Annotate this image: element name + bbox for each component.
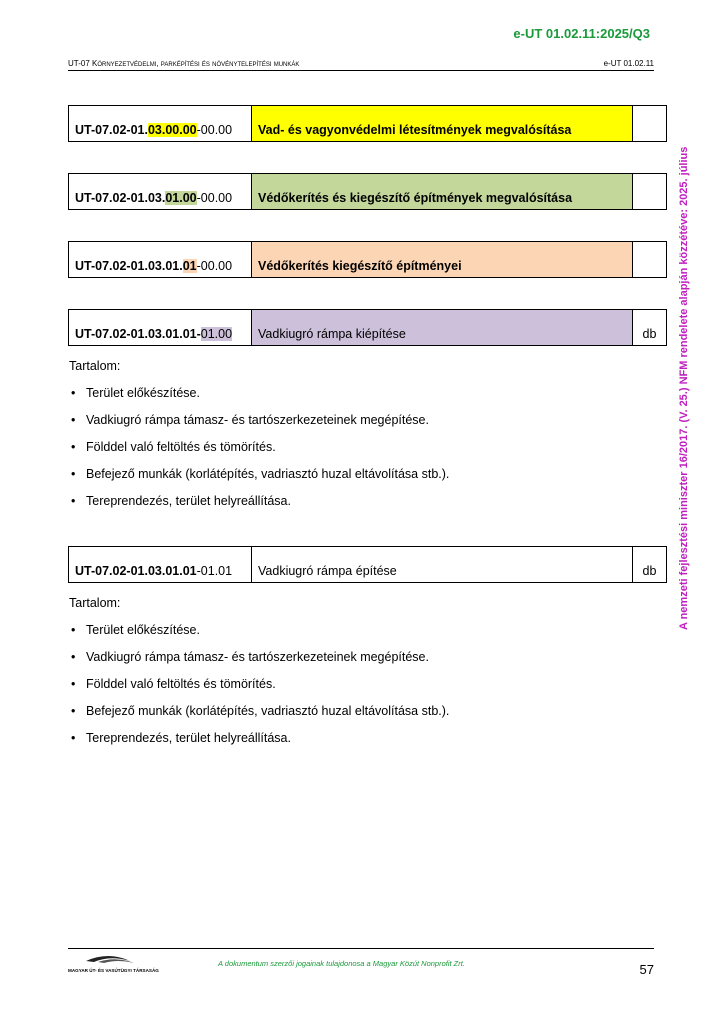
code-suffix: -00.00	[196, 123, 233, 137]
list-item: • Befejező munkák (korlátépítés, vadriasztó huzal eltávolítása stb.).	[69, 704, 449, 731]
copyright-notice: A dokumentum szerzői jogainak tulajdonosa a Magyar Közút Nonprofit Zrt.	[218, 959, 465, 968]
code-suffix: -00.00	[196, 191, 233, 205]
company-logo	[68, 953, 168, 975]
code-prefix: UT-07.02-01.	[75, 123, 148, 137]
page-number: 57	[639, 962, 654, 977]
list-item: • Tereprendezés, terület helyreállítása.	[69, 494, 449, 521]
list-item: • Földdel való feltöltés és tömörítés.	[69, 440, 449, 467]
code-highlight: 01	[182, 259, 197, 273]
content-list-1	[69, 386, 449, 521]
page-footer	[68, 948, 654, 977]
item-code	[69, 174, 252, 210]
item-code	[69, 547, 252, 583]
document-code: e-UT 01.02.11:2025/Q3	[513, 26, 650, 41]
item-table-3	[68, 309, 667, 346]
code-prefix: UT-07.02-01.03.01.01-	[75, 327, 201, 341]
list-item: • Vadkiugró rámpa támasz- és tartószerkezeteinek megépítése.	[69, 650, 449, 677]
list-item: • Befejező munkák (korlátépítés, vadriasztó huzal eltávolítása stb.).	[69, 467, 449, 494]
item-unit	[633, 106, 667, 142]
item-code	[69, 106, 252, 142]
list-item: • Vadkiugró rámpa támasz- és tartószerkezeteinek megépítése.	[69, 413, 449, 440]
item-unit: db	[633, 310, 667, 346]
item-title: Vadkiugró rámpa kiépítése	[252, 310, 633, 346]
item-title: Védőkerítés és kiegészítő építmények megvalósítása	[252, 174, 633, 210]
code-prefix: UT-07.02-01.03.01.01	[75, 564, 197, 578]
list-item: • Tereprendezés, terület helyreállítása.	[69, 731, 449, 758]
item-title: Védőkerítés kiegészítő építményei	[252, 242, 633, 278]
table-row	[69, 547, 667, 583]
item-table-1	[68, 173, 667, 210]
logo-swoosh-icon	[68, 953, 168, 975]
item-table-2	[68, 241, 667, 278]
item-code	[69, 242, 252, 278]
code-suffix: -01.01	[196, 564, 233, 578]
item-table-4	[68, 546, 667, 583]
code-prefix: UT-07.02-01.03.	[75, 191, 166, 205]
content-label: Tartalom:	[69, 596, 121, 610]
item-unit	[633, 174, 667, 210]
table-row	[69, 310, 667, 346]
logo-text: MAGYAR ÚT- ÉS VASÚTÜGYI TÁRSASÁG	[68, 968, 159, 973]
side-note: A nemzeti fejlesztési miniszter 16/2017. (V. 25.) NFM rendelete alapján közzétéve: 2025. július	[678, 146, 690, 630]
code-highlight: 03.00.00	[147, 123, 197, 137]
list-item: • Terület előkészítése.	[69, 386, 449, 413]
list-item: • Terület előkészítése.	[69, 623, 449, 650]
code-prefix: UT-07.02-01.03.01.	[75, 259, 183, 273]
item-unit	[633, 242, 667, 278]
running-header	[68, 59, 654, 71]
code-highlight: 01.00	[200, 327, 233, 341]
list-item: • Földdel való feltöltés és tömörítés.	[69, 677, 449, 704]
code-highlight: 01.00	[165, 191, 197, 205]
code-suffix: -00.00	[196, 259, 233, 273]
item-code	[69, 310, 252, 346]
item-unit: db	[633, 547, 667, 583]
table-row	[69, 106, 667, 142]
chapter-title: UT-07 Környezetvédelmi, parképítési és növénytelepítési munkák	[68, 59, 300, 68]
item-title: Vad- és vagyonvédelmi létesítmények megvalósítása	[252, 106, 633, 142]
content-list-2	[69, 623, 449, 758]
chapter-code: e-UT 01.02.11	[603, 59, 654, 68]
item-table-0	[68, 105, 667, 142]
table-row	[69, 174, 667, 210]
table-row	[69, 242, 667, 278]
item-title: Vadkiugró rámpa építése	[252, 547, 633, 583]
content-label: Tartalom:	[69, 359, 121, 373]
